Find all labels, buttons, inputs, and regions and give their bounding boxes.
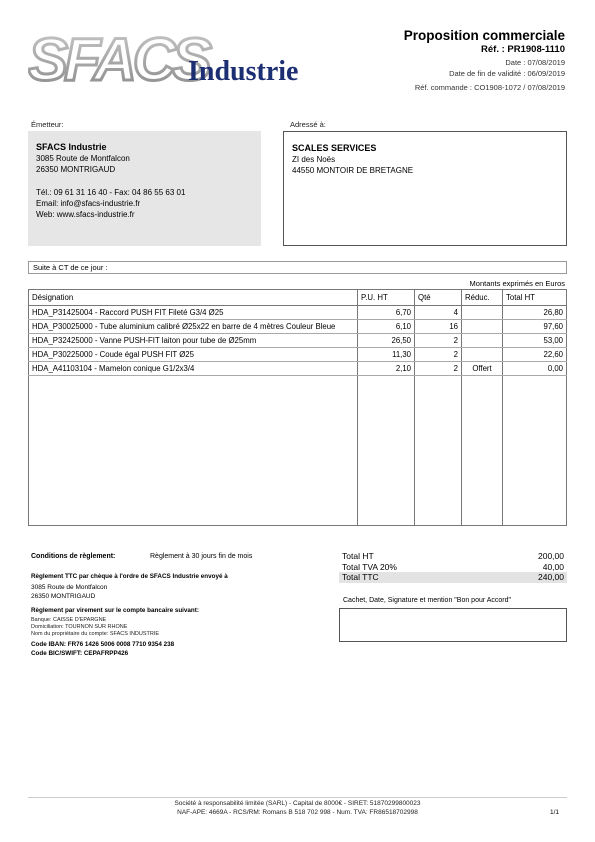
col-designation: Désignation bbox=[29, 290, 358, 306]
row-pu: 2,10 bbox=[358, 362, 415, 376]
footer-line1: Société à responsabilité limitée (SARL) - Capital de 8000€ - SIRET: 51870299800023 bbox=[174, 800, 421, 807]
row-total: 26,80 bbox=[503, 306, 567, 320]
conditions-label: Conditions de règlement: bbox=[31, 553, 116, 560]
row-total: 97,60 bbox=[503, 320, 567, 334]
row-qty: 2 bbox=[415, 362, 462, 376]
recipient-label: Adressé à: bbox=[290, 120, 326, 129]
row-designation: HDA_P31425004 - Raccord PUSH FIT Fileté G3/4 Ø25 bbox=[29, 306, 358, 320]
row-reduc: Offert bbox=[462, 362, 503, 376]
total-row bbox=[339, 562, 567, 573]
currency-note: Montants exprimés en Euros bbox=[469, 279, 565, 288]
row-reduc bbox=[462, 334, 503, 348]
bank-codes bbox=[31, 641, 174, 658]
recipient-name: SCALES SERVICES bbox=[292, 143, 377, 153]
cheque-address1: 3085 Route de Montfalcon bbox=[31, 584, 108, 591]
footer-divider bbox=[28, 797, 567, 798]
table-header bbox=[29, 290, 567, 306]
table-row bbox=[29, 306, 567, 320]
row-pu: 11,30 bbox=[358, 348, 415, 362]
page-number: 1/1 bbox=[549, 809, 559, 816]
sender-phone: Tél.: 09 61 31 16 40 - Fax: 04 86 55 63 01 bbox=[36, 187, 186, 197]
sender-name: SFACS Industrie bbox=[36, 142, 107, 152]
document-ref: Réf. : PR1908-1110 bbox=[481, 44, 565, 55]
row-designation: HDA_P32425000 - Vanne PUSH-FIT laiton pour tube de Ø25mm bbox=[29, 334, 358, 348]
items-table bbox=[28, 289, 567, 526]
total-label: Total HT bbox=[342, 551, 374, 562]
logo-sub-text: Industrie bbox=[188, 56, 299, 87]
row-reduc bbox=[462, 348, 503, 362]
row-pu: 6,70 bbox=[358, 306, 415, 320]
total-row bbox=[339, 572, 567, 583]
table-row bbox=[29, 334, 567, 348]
order-ref: Réf. commande : CO1908-1072 / 07/08/2019 bbox=[414, 83, 565, 92]
row-total: 0,00 bbox=[503, 362, 567, 376]
cheque-title: Règlement TTC par chèque à l'ordre de SFACS Industrie envoyé à bbox=[31, 573, 228, 580]
row-designation: HDA_A41103104 - Mamelon conique G1/2x3/4 bbox=[29, 362, 358, 376]
sender-web: Web: www.sfacs-industrie.fr bbox=[36, 210, 135, 220]
table-row bbox=[29, 362, 567, 376]
sender-label: Émetteur: bbox=[31, 120, 64, 129]
logo-brand-text: SFACS bbox=[28, 28, 209, 93]
row-qty: 4 bbox=[415, 306, 462, 320]
total-label: Total TVA 20% bbox=[342, 561, 397, 572]
row-total: 22,60 bbox=[503, 348, 567, 362]
signature-label: Cachet, Date, Signature et mention "Bon pour Accord" bbox=[343, 597, 512, 604]
row-reduc bbox=[462, 320, 503, 334]
recipient-box bbox=[283, 131, 567, 246]
recipient-address1: ZI des Noës bbox=[292, 155, 336, 165]
transfer-title: Règlement par virement sur le compte bancaire suivant: bbox=[31, 607, 199, 614]
total-value: 200,00 bbox=[538, 551, 564, 562]
row-pu: 6,10 bbox=[358, 320, 415, 334]
table-row bbox=[29, 320, 567, 334]
suite-line: Suite à CT de ce jour : bbox=[28, 261, 567, 274]
totals-table bbox=[339, 551, 567, 583]
row-qty: 2 bbox=[415, 334, 462, 348]
footer-line2: NAF-APE: 4669A - RCS/RM: Romans B 518 702 998 - Num. TVA: FR86518702998 bbox=[177, 809, 418, 816]
table-filler bbox=[29, 376, 567, 526]
row-designation: HDA_P30025000 - Tube aluminium calibré Ø25x22 en barre de 4 mètres Couleur Bleue bbox=[29, 320, 358, 334]
conditions-value: Règlement à 30 jours fin de mois bbox=[150, 553, 253, 560]
signature-box bbox=[339, 608, 567, 642]
total-label: Total TTC bbox=[339, 572, 489, 583]
row-pu: 26,50 bbox=[358, 334, 415, 348]
sender-box bbox=[28, 131, 261, 246]
col-qty: Qté bbox=[415, 290, 462, 306]
row-qty: 2 bbox=[415, 348, 462, 362]
document-title: Proposition commerciale bbox=[403, 28, 565, 43]
table-row bbox=[29, 348, 567, 362]
document-date: Date : 07/08/2019 bbox=[505, 58, 565, 67]
company-logo bbox=[28, 28, 318, 98]
cheque-address2: 26350 MONTRIGAUD bbox=[31, 592, 96, 600]
bic: Code BIC/SWIFT: CEPAFRPP426 bbox=[31, 649, 129, 657]
validity-date: Date de fin de validité : 06/09/2019 bbox=[449, 69, 565, 78]
iban: Code IBAN: FR76 1426 5006 0008 7710 9354 238 bbox=[31, 641, 175, 648]
col-pu: P.U. HT bbox=[358, 290, 415, 306]
col-reduc: Réduc. bbox=[462, 290, 503, 306]
cheque-address bbox=[31, 584, 107, 601]
total-row bbox=[339, 551, 567, 562]
sender-address1: 3085 Route de Montfalcon bbox=[36, 154, 130, 164]
total-value: 240,00 bbox=[489, 572, 567, 583]
sender-email: Email: info@sfacs-industrie.fr bbox=[36, 199, 141, 209]
row-qty: 16 bbox=[415, 320, 462, 334]
sender-address2: 26350 MONTRIGAUD bbox=[36, 165, 116, 175]
row-designation: HDA_P30225000 - Coude égal PUSH FIT Ø25 bbox=[29, 348, 358, 362]
row-total: 53,00 bbox=[503, 334, 567, 348]
recipient-address2: 44550 MONTOIR DE BRETAGNE bbox=[292, 166, 414, 176]
total-value: 40,00 bbox=[542, 561, 564, 572]
bank-owner: Nom du propriétaire du compte: SFACS INDUSTRIE bbox=[31, 631, 160, 638]
bank-name: Banque: CAISSE D'EPARGNE bbox=[31, 617, 107, 623]
col-total: Total HT bbox=[503, 290, 567, 306]
bank-domiciliation: Domiciliation: TOURNON SUR RHONE bbox=[31, 624, 128, 631]
bank-details bbox=[31, 617, 159, 639]
row-reduc bbox=[462, 306, 503, 320]
